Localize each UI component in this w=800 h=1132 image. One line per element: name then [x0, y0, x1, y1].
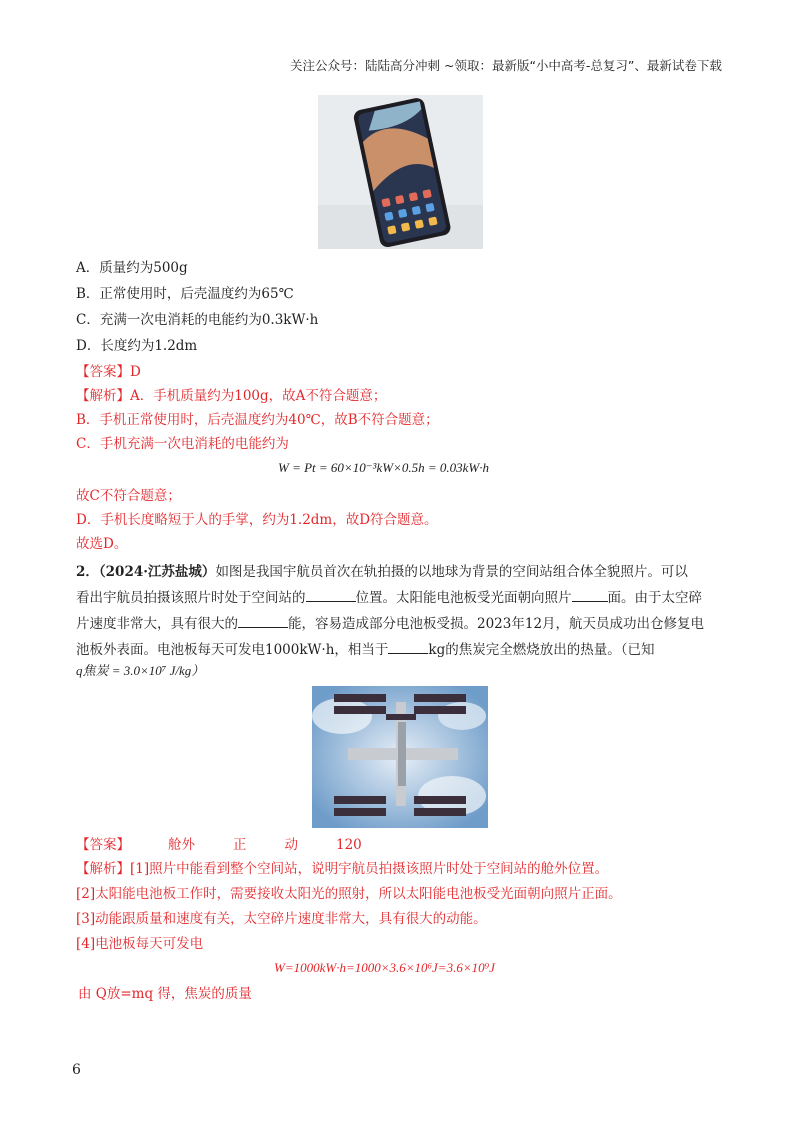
analysis-label: 【解析】	[76, 388, 130, 404]
option-b: B．正常使用时，后壳温度约为65℃	[76, 286, 294, 302]
q2-analysis-line-3: [3]动能跟质量和速度有关，太空碎片速度非常大，具有很大的动能。	[76, 911, 487, 927]
page-number: 6	[72, 1062, 81, 1078]
q2-analysis-label: 【解析】	[76, 861, 130, 877]
analysis-line-5: D．手机长度略短于人的手掌，约为1.2dm，故D符合题意。	[76, 512, 438, 528]
q2-analysis-line-2: [2]太阳能电池板工作时，需要接收太阳光的照射，所以太阳能电池板受光面朝向照片正面。	[76, 886, 622, 902]
option-d: D．长度约为1.2dm	[76, 338, 198, 354]
analysis-line-2: B．手机正常使用时，后壳温度约为40℃，故B不符合题意；	[76, 412, 439, 428]
q2-text-6: 能，容易造成部分电池板受损。2023年12月，航天员成功出仓修复电	[288, 616, 705, 632]
analysis-line-4: 故C不符合题意；	[76, 488, 181, 504]
blank-3	[238, 613, 288, 628]
q2-text-4: 面。由于太空碎	[607, 590, 702, 606]
answer-label: 【答案】	[76, 364, 130, 380]
question-2-line-2	[76, 585, 702, 611]
option-c: C．充满一次电消耗的电能约为0.3kW·h	[76, 312, 319, 328]
question-2-line-4	[76, 637, 654, 663]
q2-text-8: kg的焦炭完全燃烧放出的热量。（已知	[428, 642, 655, 658]
option-a: A．质量约为500g	[76, 260, 188, 276]
blank-2	[572, 587, 608, 602]
q2-answer-label: 【答案】	[76, 837, 130, 853]
q2-last-line: 由 Q放=mq 得，焦炭的质量	[78, 986, 252, 1002]
answer-value: D	[130, 364, 141, 380]
q2-text-7: 池板外表面。电池板每天可发电1000kW·h，相当于	[76, 642, 389, 658]
q2-analysis-line-1	[76, 859, 608, 879]
answer-line-1	[76, 362, 141, 382]
q2-text-1: 如图是我国宇航员首次在轨拍摄的以地球为背景的空间站组合体全貌照片。可以	[215, 564, 688, 580]
q2-analysis-text-1: [1]照片中能看到整个空间站，说明宇航员拍摄该照片时处于空间站的舱外位置。	[130, 861, 609, 877]
formula-1: W = Pt = 60×10⁻³kW×0.5h = 0.03kW·h	[278, 460, 489, 475]
given-formula: q焦炭 = 3.0×10⁷ J/kg）	[76, 663, 205, 678]
analysis-line-3: C．手机充满一次电消耗的电能约为	[76, 436, 289, 452]
q2-analysis-line-4: [4]电池板每天可发电	[76, 936, 204, 952]
analysis-text: A．手机质量约为100g，故A不符合题意；	[130, 388, 387, 404]
q2-answer-2: 正	[233, 837, 247, 853]
page-header: 关注公众号：陆陆高分冲刺 ~领取：最新版“小中高考-总复习”、最新试卷下载	[290, 58, 722, 73]
q2-answer-3: 动	[284, 837, 298, 853]
q2-text-3: 位置。太阳能电池板受光面朝向照片	[355, 590, 572, 606]
analysis-line-1	[76, 386, 386, 406]
q2-answer-1: 舱外	[168, 837, 195, 853]
question-source: （2024·江苏盐城）	[98, 564, 216, 580]
q2-answer-line	[76, 835, 362, 855]
analysis-line-6: 故选D。	[76, 536, 128, 552]
question-2-line-1	[76, 559, 726, 585]
blank-4	[388, 639, 428, 654]
q2-text-5: 片速度非常大，具有很大的	[76, 616, 238, 632]
question-2-line-3	[76, 611, 704, 637]
q2-formula: W=1000kW·h=1000×3.6×10⁶J=3.6×10⁹J	[274, 960, 495, 975]
q2-answer-4: 120	[336, 837, 362, 853]
question-number: 2．	[76, 564, 99, 580]
phone-image	[318, 95, 483, 249]
q2-text-2: 看出宇航员拍摄该照片时处于空间站的	[76, 590, 306, 606]
blank-1	[306, 587, 356, 602]
space-station-image	[312, 686, 488, 828]
